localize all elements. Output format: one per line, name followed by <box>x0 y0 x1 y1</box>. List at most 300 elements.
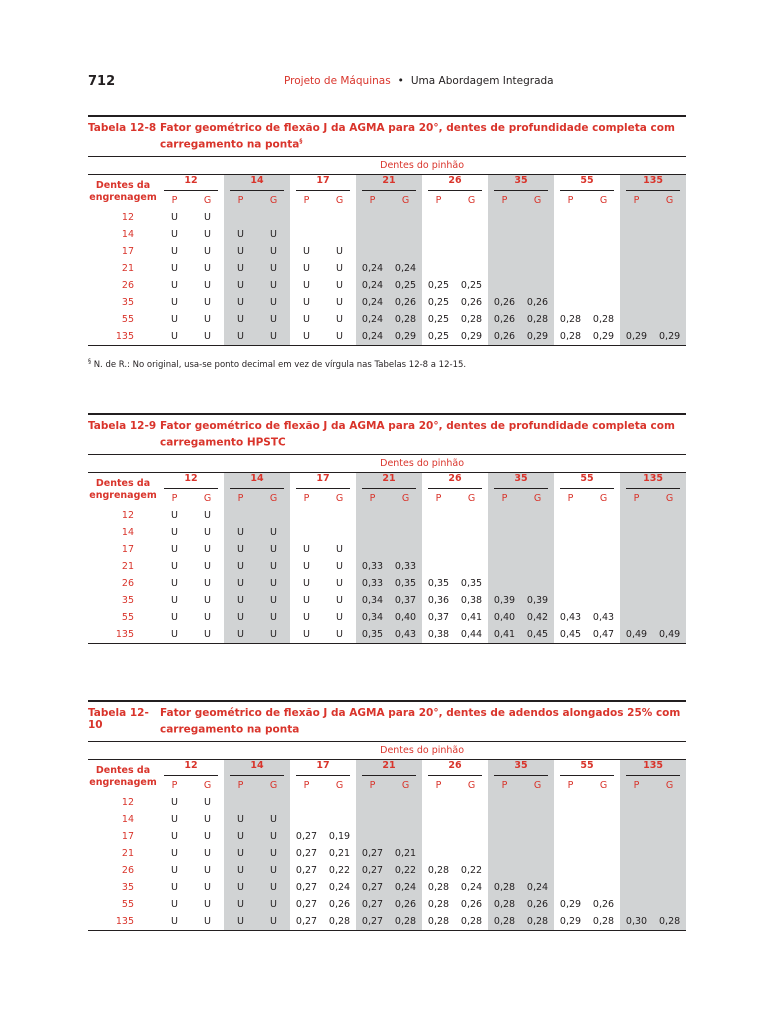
j-value: U <box>171 882 178 893</box>
j-value: U <box>224 828 257 845</box>
pinion-count: 35 <box>488 760 554 777</box>
empty-cell <box>587 294 620 311</box>
empty-cell <box>323 811 356 828</box>
j-value: U <box>257 294 290 311</box>
col-p-label: P <box>567 492 574 504</box>
j-value: U <box>257 558 290 575</box>
j-value: 0,27 <box>356 845 389 862</box>
j-value: 0,28 <box>488 879 521 896</box>
table-label: Tabela 12-8 <box>88 122 157 134</box>
empty-cell <box>455 260 488 277</box>
empty-cell <box>488 277 521 294</box>
book-subtitle: Uma Abordagem Integrada <box>410 75 554 87</box>
empty-cell <box>653 575 686 592</box>
table-row <box>88 575 686 592</box>
empty-cell <box>554 592 587 609</box>
col-p-label: P <box>435 194 442 206</box>
j-value: 0,49 <box>620 626 653 644</box>
empty-cell <box>224 507 257 524</box>
j-value: 0,24 <box>460 882 483 893</box>
j-value: 0,28 <box>427 899 450 910</box>
j-value: U <box>171 899 178 910</box>
j-value: U <box>171 297 178 308</box>
j-value: U <box>257 879 290 896</box>
j-value: 0,24 <box>389 879 422 896</box>
gear-teeth-count: 17 <box>121 544 134 555</box>
col-g-label: G <box>335 194 344 206</box>
table-row <box>88 879 686 896</box>
j-value: 0,22 <box>460 865 483 876</box>
j-value: 0,27 <box>295 848 318 859</box>
j-value: U <box>171 280 178 291</box>
empty-cell <box>488 226 521 243</box>
gear-teeth-header <box>88 175 158 210</box>
table-row <box>88 524 686 541</box>
gear-teeth-count: 55 <box>121 899 134 910</box>
empty-cell <box>257 794 290 811</box>
col-g-label: G <box>467 194 476 206</box>
j-value: 0,34 <box>356 609 389 626</box>
empty-cell <box>587 879 620 896</box>
j-value: 0,26 <box>460 899 483 910</box>
empty-cell <box>620 277 653 294</box>
j-value: U <box>336 595 343 606</box>
j-value: U <box>336 297 343 308</box>
table-row <box>88 541 686 558</box>
empty-cell <box>620 524 653 541</box>
j-value: 0,27 <box>356 896 389 913</box>
pinion-count: 21 <box>356 175 422 192</box>
j-value: U <box>323 626 356 644</box>
j-value: 0,40 <box>488 609 521 626</box>
j-value: 0,41 <box>460 612 483 623</box>
j-value: U <box>336 246 343 257</box>
empty-cell <box>620 541 653 558</box>
empty-cell <box>521 524 554 541</box>
empty-cell <box>521 277 554 294</box>
gear-teeth-count: 135 <box>88 328 158 346</box>
table-row <box>88 294 686 311</box>
j-value: U <box>224 862 257 879</box>
pinion-count: 12 <box>158 760 224 777</box>
table-row <box>88 507 686 524</box>
table-row <box>88 592 686 609</box>
empty-cell <box>653 794 686 811</box>
empty-cell <box>587 575 620 592</box>
j-value: 0,27 <box>356 879 389 896</box>
gear-teeth-count: 12 <box>121 797 134 808</box>
table-label: Tabela 12-10 <box>88 707 149 731</box>
empty-cell <box>521 209 554 226</box>
empty-cell <box>488 845 521 862</box>
col-p-label: P <box>488 776 521 794</box>
col-g-label: G <box>467 492 476 504</box>
empty-cell <box>587 243 620 260</box>
empty-cell <box>554 294 587 311</box>
gear-teeth-count: 12 <box>121 212 134 223</box>
empty-cell <box>356 226 389 243</box>
j-value: 0,28 <box>422 913 455 931</box>
j-value: 0,19 <box>328 831 351 842</box>
empty-cell <box>653 862 686 879</box>
j-value: U <box>224 913 257 931</box>
empty-cell <box>521 558 554 575</box>
footnote-mark: § <box>88 358 91 365</box>
empty-cell <box>422 845 455 862</box>
j-value: 0,24 <box>389 260 422 277</box>
empty-cell <box>620 243 653 260</box>
j-value: U <box>290 626 323 644</box>
j-value: U <box>257 260 290 277</box>
j-value: 0,29 <box>587 328 620 346</box>
j-value: U <box>224 294 257 311</box>
j-value: 0,28 <box>389 311 422 328</box>
empty-cell <box>554 845 587 862</box>
j-value: U <box>204 831 211 842</box>
empty-cell <box>554 879 587 896</box>
col-g-label: G <box>599 779 608 791</box>
gear-teeth-count: 55 <box>121 314 134 325</box>
pinion-count: 135 <box>620 760 686 777</box>
gear-teeth-count: 12 <box>121 510 134 521</box>
col-p-label: P <box>303 779 310 791</box>
j-value: 0,28 <box>323 913 356 931</box>
j-value: U <box>257 609 290 626</box>
j-value: U <box>204 527 211 538</box>
j-value: U <box>204 314 211 325</box>
pinion-count: 35 <box>488 473 554 490</box>
empty-cell <box>422 260 455 277</box>
pinion-count: 14 <box>224 175 290 192</box>
j-value: U <box>171 797 178 808</box>
j-value: U <box>336 544 343 555</box>
empty-cell <box>389 828 422 845</box>
j-value: U <box>303 297 310 308</box>
j-value: 0,24 <box>356 328 389 346</box>
pinion-count: 21 <box>356 473 422 490</box>
empty-cell <box>587 226 620 243</box>
empty-cell <box>389 811 422 828</box>
table-row <box>88 328 686 346</box>
j-value: 0,25 <box>427 280 450 291</box>
j-value: U <box>303 595 310 606</box>
empty-cell <box>389 209 422 226</box>
j-value: 0,28 <box>488 896 521 913</box>
j-value: U <box>158 328 191 346</box>
j-value: U <box>224 226 257 243</box>
j-value: U <box>224 879 257 896</box>
empty-cell <box>455 243 488 260</box>
j-value: 0,28 <box>521 311 554 328</box>
gear-teeth-count: 35 <box>121 595 134 606</box>
j-value: 0,26 <box>328 899 351 910</box>
j-value: U <box>224 524 257 541</box>
col-p-label: P <box>620 191 653 209</box>
empty-cell <box>488 575 521 592</box>
empty-cell <box>554 524 587 541</box>
j-value: 0,38 <box>460 595 483 606</box>
col-g-label: G <box>335 779 344 791</box>
empty-cell <box>356 507 389 524</box>
j-value: 0,24 <box>356 311 389 328</box>
empty-cell <box>521 243 554 260</box>
j-value: 0,27 <box>290 913 323 931</box>
empty-cell <box>554 541 587 558</box>
col-p-label: P <box>171 779 178 791</box>
empty-cell <box>587 811 620 828</box>
j-value: U <box>336 612 343 623</box>
empty-cell <box>488 209 521 226</box>
empty-cell <box>554 226 587 243</box>
j-value: U <box>257 896 290 913</box>
j-value: 0,36 <box>427 595 450 606</box>
j-value: U <box>171 595 178 606</box>
j-value: 0,25 <box>460 280 483 291</box>
gear-teeth-count: 21 <box>121 561 134 572</box>
gear-header-line-1: Dentes da <box>95 765 151 776</box>
j-value: U <box>303 578 310 589</box>
j-value: 0,26 <box>592 899 615 910</box>
col-p-label: P <box>303 492 310 504</box>
empty-cell <box>554 558 587 575</box>
empty-cell <box>620 558 653 575</box>
empty-cell <box>620 896 653 913</box>
pinion-count: 55 <box>554 473 620 490</box>
j-value: 0,27 <box>295 831 318 842</box>
table-label: Tabela 12-9 <box>88 420 157 432</box>
table-12-10 <box>88 700 686 931</box>
j-factor-table <box>88 742 686 932</box>
j-value: 0,24 <box>356 277 389 294</box>
empty-cell <box>455 558 488 575</box>
pinion-teeth-header: Dentes do pinhão <box>380 159 465 171</box>
pinion-count: 21 <box>356 760 422 777</box>
j-value: U <box>224 609 257 626</box>
j-value: 0,28 <box>653 913 686 931</box>
j-value: 0,40 <box>389 609 422 626</box>
empty-cell <box>521 226 554 243</box>
j-value: 0,43 <box>559 612 582 623</box>
pinion-count: 26 <box>422 473 488 490</box>
j-value: U <box>204 612 211 623</box>
empty-cell <box>488 507 521 524</box>
j-value: 0,24 <box>356 294 389 311</box>
empty-cell <box>653 811 686 828</box>
empty-cell <box>290 507 323 524</box>
empty-cell <box>455 828 488 845</box>
empty-cell <box>422 794 455 811</box>
j-value: U <box>224 592 257 609</box>
j-value: 0,29 <box>455 328 488 346</box>
empty-cell <box>653 507 686 524</box>
j-value: U <box>257 541 290 558</box>
j-value: 0,27 <box>356 913 389 931</box>
empty-cell <box>653 592 686 609</box>
j-value: U <box>290 328 323 346</box>
empty-cell <box>422 558 455 575</box>
table-row <box>88 811 686 828</box>
table-caption <box>160 707 680 737</box>
pinion-count: 26 <box>422 760 488 777</box>
gear-teeth-count: 14 <box>121 527 134 538</box>
empty-cell <box>389 524 422 541</box>
empty-cell <box>455 845 488 862</box>
j-value: 0,26 <box>521 896 554 913</box>
j-value: U <box>303 280 310 291</box>
j-value: 0,26 <box>488 294 521 311</box>
j-value: 0,43 <box>592 612 615 623</box>
j-value: U <box>204 595 211 606</box>
empty-cell <box>422 811 455 828</box>
j-value: U <box>224 896 257 913</box>
caption-line-2: carregamento HPSTC <box>160 436 286 449</box>
empty-cell <box>290 226 323 243</box>
empty-cell <box>455 507 488 524</box>
empty-cell <box>488 524 521 541</box>
table-row <box>88 558 686 575</box>
j-value: 0,29 <box>620 328 653 346</box>
j-value: 0,28 <box>389 913 422 931</box>
table-row <box>88 862 686 879</box>
pinion-count: 55 <box>554 760 620 777</box>
j-value: U <box>204 561 211 572</box>
gear-teeth-header <box>88 760 158 795</box>
j-value: 0,43 <box>389 626 422 644</box>
j-value: 0,45 <box>521 626 554 644</box>
j-value: U <box>204 246 211 257</box>
j-value: U <box>257 311 290 328</box>
j-value: U <box>257 243 290 260</box>
col-g-label: G <box>599 492 608 504</box>
j-value: 0,28 <box>427 865 450 876</box>
empty-cell <box>521 845 554 862</box>
table-row <box>88 828 686 845</box>
j-value: 0,28 <box>559 314 582 325</box>
footnote <box>88 358 466 370</box>
empty-cell <box>587 260 620 277</box>
empty-cell <box>290 811 323 828</box>
j-value: U <box>171 831 178 842</box>
table-row <box>88 226 686 243</box>
gear-teeth-count: 55 <box>121 612 134 623</box>
gear-teeth-count: 35 <box>121 882 134 893</box>
j-value: 0,25 <box>389 277 422 294</box>
j-value: 0,27 <box>295 882 318 893</box>
j-value: 0,28 <box>488 913 521 931</box>
col-p-label: P <box>303 194 310 206</box>
empty-cell <box>620 575 653 592</box>
empty-cell <box>422 541 455 558</box>
j-value: U <box>171 263 178 274</box>
j-value: U <box>204 797 211 808</box>
empty-cell <box>290 794 323 811</box>
empty-cell <box>323 794 356 811</box>
caption-line-1: Fator geométrico de flexão J da AGMA para 20°, dentes de profundidade completa com <box>160 122 675 134</box>
table-row <box>88 243 686 260</box>
empty-cell <box>356 541 389 558</box>
empty-cell <box>455 794 488 811</box>
empty-cell <box>356 243 389 260</box>
j-value: U <box>191 328 224 346</box>
pinion-count: 35 <box>488 175 554 192</box>
j-value: U <box>257 626 290 644</box>
j-factor-table <box>88 455 686 645</box>
j-value: 0,25 <box>422 328 455 346</box>
col-g-label: G <box>203 779 212 791</box>
empty-cell <box>422 243 455 260</box>
j-value: 0,29 <box>389 328 422 346</box>
empty-cell <box>488 243 521 260</box>
j-value: U <box>224 558 257 575</box>
j-value: U <box>224 260 257 277</box>
j-value: U <box>257 226 290 243</box>
empty-cell <box>455 811 488 828</box>
col-g-label: G <box>653 191 686 209</box>
j-value: U <box>204 263 211 274</box>
empty-cell <box>290 524 323 541</box>
j-value: 0,22 <box>389 862 422 879</box>
gear-header-line-1: Dentes da <box>95 180 151 191</box>
j-value: U <box>158 913 191 931</box>
col-p-label: P <box>488 489 521 507</box>
empty-cell <box>554 507 587 524</box>
empty-cell <box>653 845 686 862</box>
empty-cell <box>620 507 653 524</box>
j-value: U <box>171 561 178 572</box>
table-row <box>88 845 686 862</box>
empty-cell <box>488 260 521 277</box>
empty-cell <box>587 592 620 609</box>
col-p-label: P <box>224 776 257 794</box>
j-value: U <box>204 544 211 555</box>
pinion-count: 26 <box>422 175 488 192</box>
table-row <box>88 277 686 294</box>
empty-cell <box>521 862 554 879</box>
j-value: 0,39 <box>521 592 554 609</box>
empty-cell <box>653 558 686 575</box>
table-row <box>88 913 686 931</box>
empty-cell <box>356 794 389 811</box>
j-value: 0,35 <box>356 626 389 644</box>
empty-cell <box>587 862 620 879</box>
empty-cell <box>587 828 620 845</box>
col-p-label: P <box>488 191 521 209</box>
j-value: 0,24 <box>356 260 389 277</box>
empty-cell <box>554 794 587 811</box>
table-row <box>88 626 686 644</box>
col-g-label: G <box>389 776 422 794</box>
j-value: 0,28 <box>460 314 483 325</box>
col-g-label: G <box>521 191 554 209</box>
empty-cell <box>455 541 488 558</box>
col-g-label: G <box>521 776 554 794</box>
empty-cell <box>224 209 257 226</box>
j-value: 0,28 <box>592 314 615 325</box>
j-value: 0,27 <box>295 865 318 876</box>
j-value: 0,47 <box>587 626 620 644</box>
empty-cell <box>620 592 653 609</box>
gear-teeth-count: 26 <box>121 865 134 876</box>
empty-cell <box>521 507 554 524</box>
j-value: U <box>191 913 224 931</box>
j-value: 0,39 <box>488 592 521 609</box>
empty-cell <box>488 541 521 558</box>
j-value: U <box>171 229 178 240</box>
table-caption <box>160 122 675 152</box>
j-value: U <box>171 314 178 325</box>
gear-teeth-header <box>88 473 158 508</box>
empty-cell <box>455 524 488 541</box>
